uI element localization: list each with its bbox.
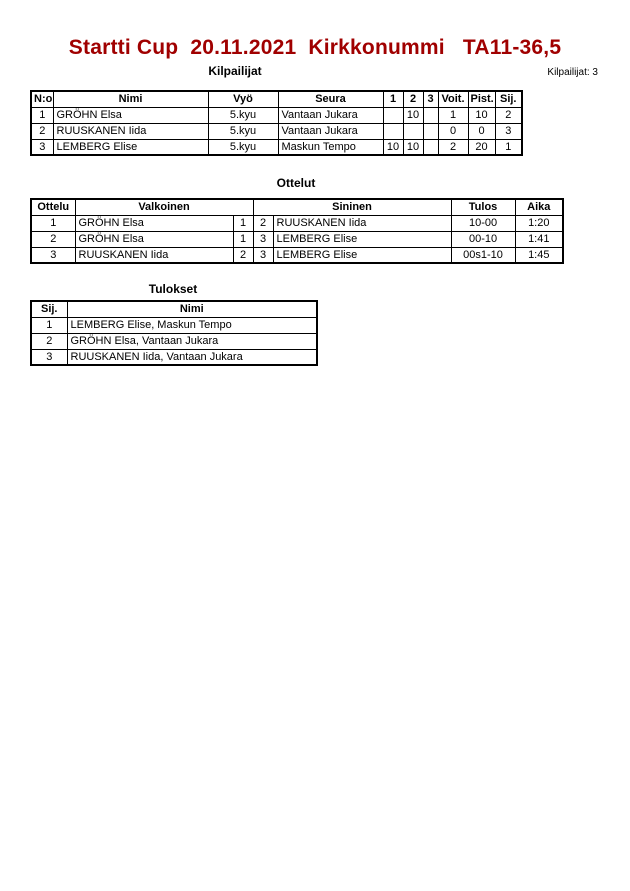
col-header-valkoinen: Valkoinen: [75, 199, 253, 215]
cell-pist: 10: [468, 107, 495, 123]
cell-round3: [423, 107, 438, 123]
tulokset-row: [31, 333, 317, 349]
tulokset-header-row: [31, 301, 317, 317]
cell-seura: Vantaan Jukara: [278, 107, 383, 123]
cell-sininen-no: 2: [253, 215, 273, 231]
cell-nimi: GRÖHN Elsa, Vantaan Jukara: [67, 333, 317, 349]
kilpailijat-row: [31, 107, 522, 123]
cell-sininen: LEMBERG Elise: [273, 247, 451, 263]
cell-sij: 1: [495, 139, 522, 155]
cell-vyo: 5.kyu: [208, 139, 278, 155]
col-header-voit: Voit.: [438, 91, 468, 107]
cell-no: 2: [31, 123, 53, 139]
page-title: Startti Cup 20.11.2021 Kirkkonummi TA11-36,5: [68, 36, 562, 59]
cell-valkoinen: GRÖHN Elsa: [75, 231, 233, 247]
cell-tulos: 00s1-10: [451, 247, 515, 263]
cell-sininen-no: 3: [253, 231, 273, 247]
tulokset-row: [31, 349, 317, 365]
cell-ottelu: 1: [31, 215, 75, 231]
cell-no: 1: [31, 107, 53, 123]
cell-pist: 0: [468, 123, 495, 139]
competitor-count-label: Kilpailijat: 3: [547, 67, 598, 78]
col-header-tulos: Tulos: [451, 199, 515, 215]
cell-valkoinen-no: 1: [233, 215, 253, 231]
col-header-no: N:o: [31, 91, 53, 107]
section-title-tulokset: Tulokset: [148, 282, 198, 296]
section-title-kilpailijat: Kilpailijat: [208, 64, 262, 78]
cell-sij: 3: [31, 349, 67, 365]
cell-seura: Vantaan Jukara: [278, 123, 383, 139]
cell-ottelu: 3: [31, 247, 75, 263]
cell-nimi: LEMBERG Elise: [53, 139, 208, 155]
cell-round1: [383, 123, 403, 139]
cell-no: 3: [31, 139, 53, 155]
col-header-pist: Pist.: [468, 91, 495, 107]
cell-nimi: GRÖHN Elsa: [53, 107, 208, 123]
col-header-nimi: Nimi: [53, 91, 208, 107]
cell-valkoinen-no: 1: [233, 231, 253, 247]
cell-pist: 20: [468, 139, 495, 155]
kilpailijat-header-row: [31, 91, 522, 107]
col-header-aika: Aika: [515, 199, 563, 215]
kilpailijat-row: [31, 123, 522, 139]
cell-voit: 1: [438, 107, 468, 123]
cell-sininen-no: 3: [253, 247, 273, 263]
cell-sij: 3: [495, 123, 522, 139]
col-header-nimi: Nimi: [67, 301, 317, 317]
col-header-sij: Sij.: [31, 301, 67, 317]
cell-valkoinen: GRÖHN Elsa: [75, 215, 233, 231]
col-header-round2: 2: [403, 91, 423, 107]
ottelut-row: [31, 231, 563, 247]
kilpailijat-table: [30, 90, 523, 156]
col-header-round3: 3: [423, 91, 438, 107]
cell-nimi: RUUSKANEN Iida: [53, 123, 208, 139]
ottelut-table: [30, 198, 564, 264]
kilpailijat-row: [31, 139, 522, 155]
col-header-seura: Seura: [278, 91, 383, 107]
col-header-sij: Sij.: [495, 91, 522, 107]
cell-tulos: 00-10: [451, 231, 515, 247]
col-header-round1: 1: [383, 91, 403, 107]
cell-round2: 10: [403, 139, 423, 155]
cell-round2: [403, 123, 423, 139]
cell-vyo: 5.kyu: [208, 123, 278, 139]
cell-sininen: RUUSKANEN Iida: [273, 215, 451, 231]
col-header-vyo: Vyö: [208, 91, 278, 107]
tulokset-table: [30, 300, 318, 366]
cell-tulos: 10-00: [451, 215, 515, 231]
cell-sij: 2: [495, 107, 522, 123]
cell-seura: Maskun Tempo: [278, 139, 383, 155]
cell-aika: 1:41: [515, 231, 563, 247]
section-title-ottelut: Ottelut: [276, 176, 316, 190]
cell-round1: [383, 107, 403, 123]
cell-valkoinen: RUUSKANEN Iida: [75, 247, 233, 263]
ottelut-row: [31, 247, 563, 263]
cell-voit: 2: [438, 139, 468, 155]
col-header-sininen: Sininen: [253, 199, 451, 215]
col-header-ottelu: Ottelu: [31, 199, 75, 215]
cell-nimi: RUUSKANEN Iida, Vantaan Jukara: [67, 349, 317, 365]
cell-round2: 10: [403, 107, 423, 123]
cell-round1: 10: [383, 139, 403, 155]
ottelut-row: [31, 215, 563, 231]
ottelut-header-row: [31, 199, 563, 215]
cell-valkoinen-no: 2: [233, 247, 253, 263]
cell-aika: 1:45: [515, 247, 563, 263]
cell-round3: [423, 139, 438, 155]
cell-sininen: LEMBERG Elise: [273, 231, 451, 247]
cell-round3: [423, 123, 438, 139]
cell-sij: 2: [31, 333, 67, 349]
cell-aika: 1:20: [515, 215, 563, 231]
cell-nimi: LEMBERG Elise, Maskun Tempo: [67, 317, 317, 333]
tulokset-row: [31, 317, 317, 333]
cell-ottelu: 2: [31, 231, 75, 247]
cell-sij: 1: [31, 317, 67, 333]
cell-voit: 0: [438, 123, 468, 139]
cell-vyo: 5.kyu: [208, 107, 278, 123]
